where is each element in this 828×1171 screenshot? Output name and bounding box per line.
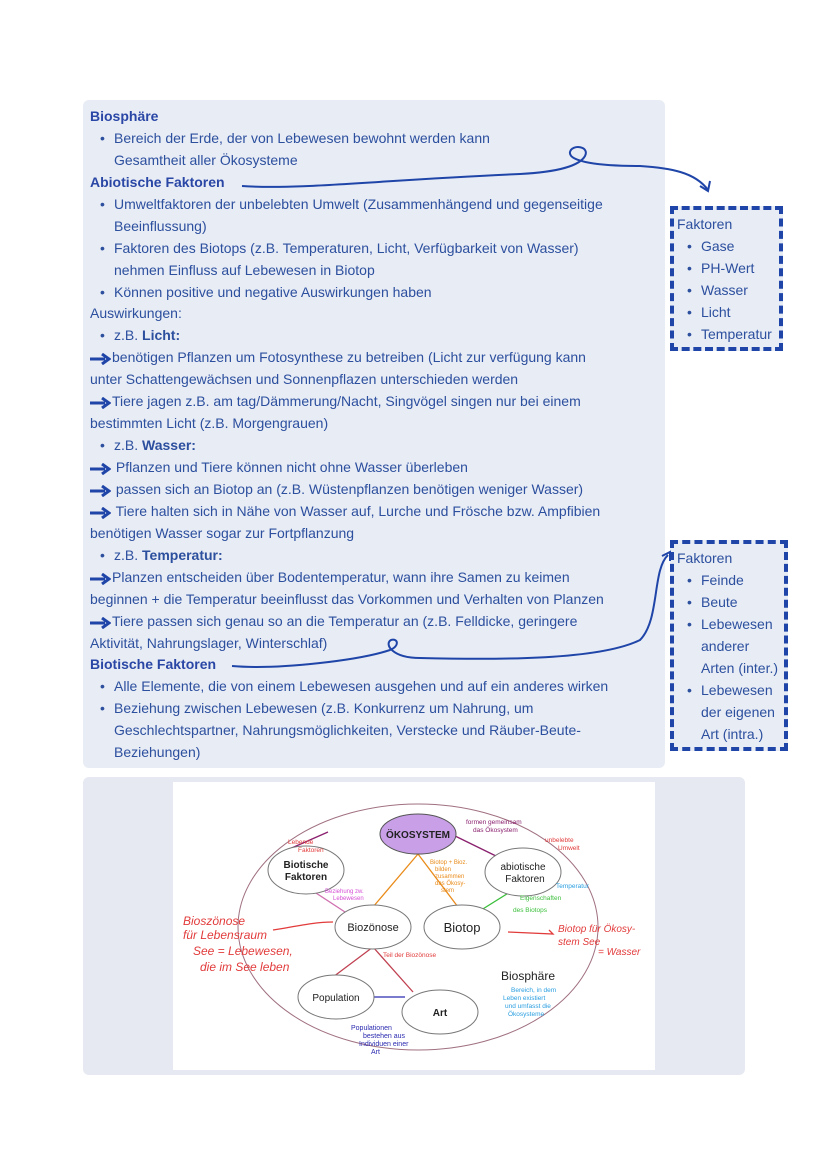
list-item: Beeinflussung) — [114, 217, 207, 234]
arrowhead-icon — [700, 181, 710, 191]
list-item: • Feinde — [687, 569, 782, 591]
annotation: und umfasst die — [505, 1003, 551, 1010]
node-label: Art — [432, 1008, 448, 1019]
list-item: • PH-Wert — [687, 257, 777, 279]
list-item: • Temperatur — [687, 323, 777, 345]
node-label: Faktoren — [284, 872, 328, 883]
auswirkungen-label: Auswirkungen: — [90, 305, 182, 322]
line-text: Pflanzen und Tiere können nicht ohne Wasser überleben — [112, 459, 468, 475]
annotation: Eigenschaften — [520, 895, 562, 902]
heading-biotische-faktoren: Biotische Faktoren — [90, 656, 217, 673]
item-text: Lebewesen — [701, 682, 773, 698]
arrow-icon — [90, 567, 112, 589]
list-item: • Umweltfaktoren der unbelebten Umwelt (Zusammenhängend und gegenseitige — [90, 194, 670, 216]
line-text: unter Schattengewächsen und Sonnenpflazen unterschieden werden — [90, 371, 519, 388]
annotation: Temperatur — [556, 883, 589, 890]
annotation: Leben existiert — [503, 995, 546, 1002]
list-item: • Gase — [687, 235, 777, 257]
list-item: nehmen Einfluss auf Lebewesen in Biotop — [114, 261, 375, 278]
arrow-icon — [90, 501, 112, 523]
subheading-temperatur — [90, 545, 670, 567]
annotation: Umwelt — [558, 845, 580, 852]
wasser-label: Wasser: — [142, 437, 196, 454]
list-item: • Wasser — [687, 279, 777, 301]
zb-label: z.B. — [114, 546, 139, 563]
ecosystem-diagram-image — [173, 782, 655, 1070]
annotation: Bioszönose — [183, 914, 246, 928]
box-title: Faktoren — [677, 216, 733, 232]
subheading-licht — [90, 325, 670, 347]
annotation: Teil der Biozönose — [383, 952, 437, 959]
annotation: für Lebensraum — [183, 928, 268, 942]
line-text: Planzen entscheiden über Bodentemperatur, wann ihre Samen zu keimen — [112, 568, 570, 585]
annotation: Art — [371, 1049, 380, 1056]
node-label: Biozönose — [347, 922, 399, 934]
biotic-factors-box — [670, 540, 788, 751]
node-label: Biosphäre — [500, 969, 556, 983]
zb-label: z.B. — [114, 327, 139, 344]
line-text: Tiere passen sich genau so an die Temperatur an (z.B. Felldicke, geringere — [112, 612, 578, 629]
annotation: bilden — [435, 867, 452, 873]
list-item: • Licht — [687, 301, 777, 323]
annotation: Biotop für Ökosy- — [558, 924, 636, 935]
line-text: passen sich an Biotop an (z.B. Wüstenpflanzen benötigen weniger Wasser) — [112, 480, 584, 497]
node-label: abiotische — [500, 862, 546, 873]
box-title: Faktoren — [677, 550, 733, 566]
list-item — [687, 613, 782, 679]
node-label: Faktoren — [505, 874, 545, 885]
list-item: Geschlechtspartner, Nahrungsmöglichkeiten, Verstecke und Räuber-Beute- — [114, 722, 581, 739]
line-text: bestimmten Licht (z.B. Morgengrauen) — [90, 415, 329, 432]
item-text: anderer — [701, 638, 750, 654]
list-item: • Beute — [687, 591, 782, 613]
annotation: die im See leben — [200, 960, 290, 974]
arrow-icon — [90, 347, 112, 369]
annotation: Ökosysteme — [508, 1011, 545, 1018]
line-text: Tiere halten sich in Nähe von Wasser auf, Lurche und Frösche bzw. Ampfibien — [112, 502, 601, 519]
node-label: ÖKOSYSTEM — [386, 830, 450, 841]
annotation: unbelebte — [545, 837, 574, 844]
annotation: bestehen aus — [363, 1033, 406, 1040]
annotation: Populationen — [351, 1025, 392, 1032]
abiotic-factors-box — [670, 206, 783, 351]
node-label: Biotop — [443, 920, 481, 935]
annotation: Bereich, in dem — [511, 987, 557, 994]
licht-label: Licht: — [142, 327, 181, 344]
item-text: Arten (inter.) — [701, 660, 779, 676]
line-text: Tiere jagen z.B. am tag/Dämmerung/Nacht, Singvögel singen nur bei einem — [112, 393, 581, 410]
list-item: Beziehungen) — [114, 744, 201, 761]
annotation: = Wasser — [598, 947, 641, 958]
node-label: Population — [312, 993, 360, 1004]
line-text: benötigen Pflanzen um Fotosynthese zu betreiben (Licht zur verfügung kann — [112, 349, 586, 366]
heading-abiotische-faktoren: Abiotische Faktoren — [90, 173, 225, 190]
annotation: zusammen — [435, 874, 465, 880]
item-text: Art (intra.) — [701, 726, 764, 742]
arrow-icon — [90, 457, 112, 479]
heading-biosphaere: Biosphäre — [90, 108, 159, 124]
annotation: das Ökosystem — [473, 827, 518, 834]
annotation: formen gemeinsam — [466, 819, 522, 826]
list-item: • Alle Elemente, die von einem Lebewesen ausgehen und auf ein anderes wirken — [90, 676, 670, 698]
arrow-icon — [90, 479, 112, 501]
temperatur-label: Temperatur: — [142, 546, 223, 563]
line-text: Aktivität, Nahrungslager, Winterschlaf) — [90, 634, 328, 651]
list-item — [687, 679, 782, 745]
annotation: stem — [441, 888, 455, 894]
list-item: • Können positive und negative Auswirkungen haben — [90, 282, 670, 304]
item-text: Lebewesen — [701, 616, 773, 632]
list-item: Gesamtheit aller Ökosysteme — [114, 151, 298, 168]
annotation: Individuen einer — [359, 1041, 409, 1048]
item-text: der eigenen — [701, 704, 775, 720]
notes-text — [90, 106, 670, 764]
node-label: Biotische — [283, 860, 329, 871]
list-item: • Bereich der Erde, der von Lebewesen bewohnt werden kann — [90, 128, 670, 150]
zb-label: z.B. — [114, 437, 139, 454]
list-item: • Beziehung zwischen Lebewesen (z.B. Konkurrenz um Nahrung, um — [90, 698, 670, 720]
arrow-icon — [90, 391, 112, 413]
annotation: See = Lebewesen, — [193, 944, 293, 958]
subheading-wasser — [90, 435, 670, 457]
list-item: • Faktoren des Biotops (z.B. Temperaturen, Licht, Verfügbarkeit von Wasser) — [90, 238, 670, 260]
annotation: des Biotops — [513, 907, 547, 914]
line-text: benötigen Wasser sogar zur Fortpflanzung — [90, 524, 355, 541]
annotation: stem See — [558, 937, 601, 948]
annotation: Beziehung zw. — [325, 889, 364, 895]
line-text: beginnen + die Temperatur beeinflusst das Vorkommen und Verhalten von Planzen — [90, 590, 604, 607]
annotation: Faktoren — [298, 847, 324, 854]
annotation: Biotop + Bioz. — [430, 860, 468, 866]
annotation: Lebewesen — [333, 896, 364, 902]
annotation: das Ökosy- — [435, 881, 466, 887]
arrow-icon — [90, 611, 112, 633]
annotation: Lebende — [288, 839, 314, 846]
